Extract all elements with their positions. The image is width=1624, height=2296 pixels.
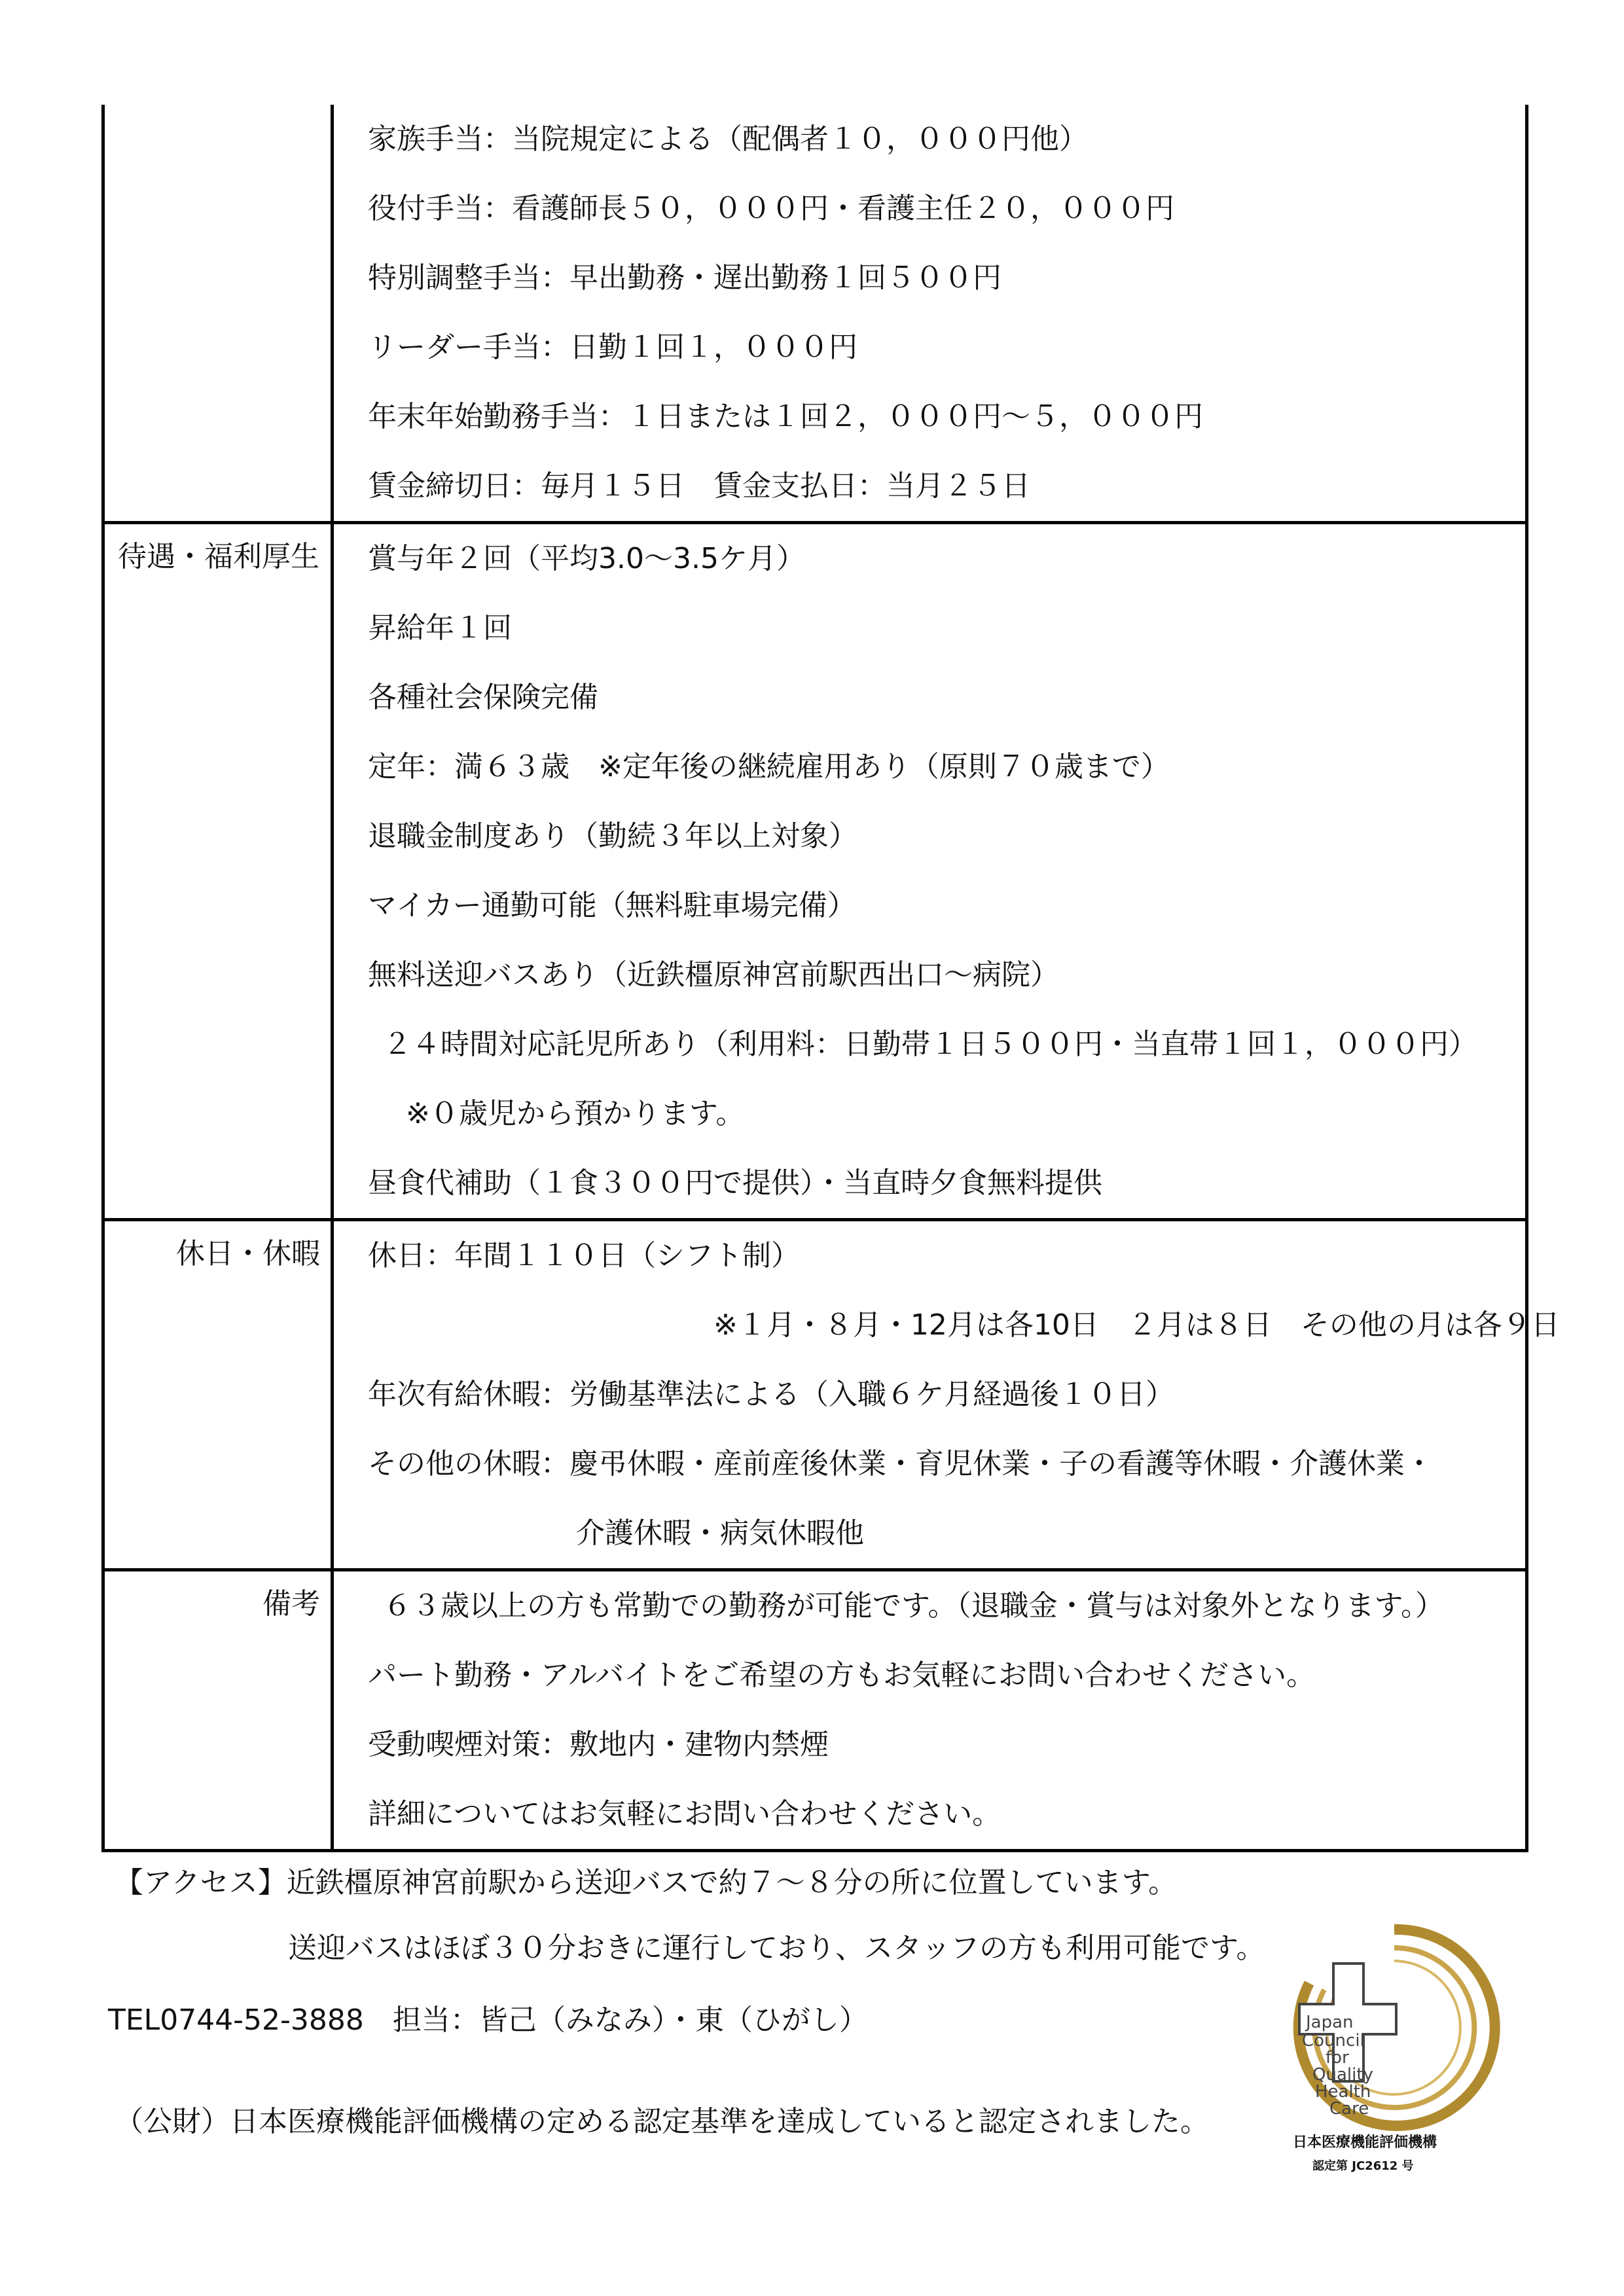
content-line: 受動喫煙対策：敷地内・建物内禁煙: [368, 1728, 829, 1761]
content-line: 賃金締切日：毎月１５日 賃金支払日：当月２５日: [368, 469, 1030, 503]
table-row-holidays: [103, 1220, 1527, 1570]
row-label-cell: [103, 523, 333, 1220]
content-line: ※１月・８月・12月は各10日 ２月は８日 その他の月は各９日: [713, 1308, 1560, 1342]
content-line: 役付手当：看護師長５０，０００円・看護主任２０，０００円: [368, 192, 1174, 225]
job-info-table: [101, 105, 1560, 1852]
content-line: 賞与年２回（平均3.0～3.5ケ月）: [368, 542, 805, 575]
content-line: 昇給年１回: [368, 611, 512, 645]
table-row-remarks: [103, 1570, 1527, 1851]
row-label-benefits: 待遇・福利厚生: [118, 540, 319, 573]
row-label-cell: [103, 1570, 333, 1851]
content-line: 定年：満６３歳 ※定年後の継続雇用あり（原則７０歳まで）: [368, 750, 1170, 783]
content-line: 無料送迎バスあり（近鉄橿原神宮前駅西出口～病院）: [368, 958, 1059, 992]
content-line: 退職金制度あり（勤続３年以上対象）: [368, 819, 857, 853]
content-line: リーダー手当：日勤１回１，０００円: [368, 331, 857, 364]
jcqhc-accreditation-logo: [1286, 1918, 1502, 2186]
access-line-2: 送迎バスはほぼ３０分おきに運行しており、スタッフの方も利用可能です。: [288, 1931, 1265, 1965]
content-line: 特別調整手当：早出勤務・遅出勤務１回５００円: [368, 261, 1001, 295]
logo-cert-number: 認定第 JC2612 号: [1312, 2159, 1414, 2173]
row-content-cell: [333, 523, 1527, 1220]
content-line: 年末年始勤務手当：１日または１回２，０００円～５，０００円: [368, 400, 1203, 433]
row-label-cell: [103, 105, 333, 523]
content-line: マイカー通勤可能（無料駐車場完備）: [368, 889, 856, 922]
content-line: 介護休暇・病気休暇他: [576, 1516, 864, 1550]
certification-line: （公財）日本医療機能評価機構の定める認定基準を達成していると認定されました。: [115, 2105, 1209, 2138]
logo-text-care: Care: [1329, 2099, 1369, 2119]
content-line: 昼食代補助（１食３００円で提供）・当直時夕食無料提供: [368, 1166, 1102, 1200]
row-content-cell: [333, 1220, 1560, 1570]
content-line: 各種社会保険完備: [368, 681, 598, 714]
row-label-remarks: 備考: [262, 1587, 320, 1621]
table-row-allowances: [103, 105, 1527, 523]
row-content-cell: [333, 1570, 1527, 1851]
content-line: 詳細についてはお気軽にお問い合わせください。: [368, 1797, 1001, 1831]
row-label-holidays: 休日・休暇: [176, 1237, 320, 1270]
content-line: パート勤務・アルバイトをご希望の方もお気軽にお問い合わせください。: [368, 1659, 1316, 1692]
content-line: ６３歳以上の方も常勤での勤務が可能です。（退職金・賞与は対象外となります。）: [383, 1589, 1444, 1623]
logo-text-council: Council: [1302, 2031, 1365, 2051]
content-line: 家族手当：当院規定による（配偶者１０，０００円他）: [368, 122, 1088, 156]
logo-text-japan: Japan: [1306, 2013, 1354, 2032]
content-line: ２４時間対応託児所あり（利用料：日勤帯１日５００円・当直帯１回１，０００円）: [383, 1028, 1477, 1061]
contact-line: TEL0744-52-3888 担当：皆己（みなみ）・東（ひがし）: [108, 2003, 868, 2037]
content-line: ※０歳児から預かります。: [406, 1097, 745, 1130]
content-line: 休日：年間１１０日（シフト制）: [368, 1239, 800, 1272]
table-row-benefits: [103, 523, 1527, 1220]
row-content-cell: [333, 105, 1527, 523]
content-line: その他の休暇：慶弔休暇・産前産後休業・育児休業・子の看護等休暇・介護休業・: [368, 1447, 1434, 1480]
logo-text-for: for: [1326, 2048, 1349, 2068]
row-label-cell: [103, 1220, 333, 1570]
logo-org-name: 日本医療機能評価機構: [1293, 2134, 1437, 2151]
content-line: 年次有給休暇：労働基準法による（入職６ケ月経過後１０日）: [368, 1378, 1174, 1411]
logo-text-quality: Quality: [1312, 2065, 1373, 2085]
access-line-1: 【アクセス】近鉄橿原神宮前駅から送迎バスで約７～８分の所に位置しています。: [115, 1866, 1178, 1899]
logo-text-health: Health: [1315, 2082, 1371, 2102]
